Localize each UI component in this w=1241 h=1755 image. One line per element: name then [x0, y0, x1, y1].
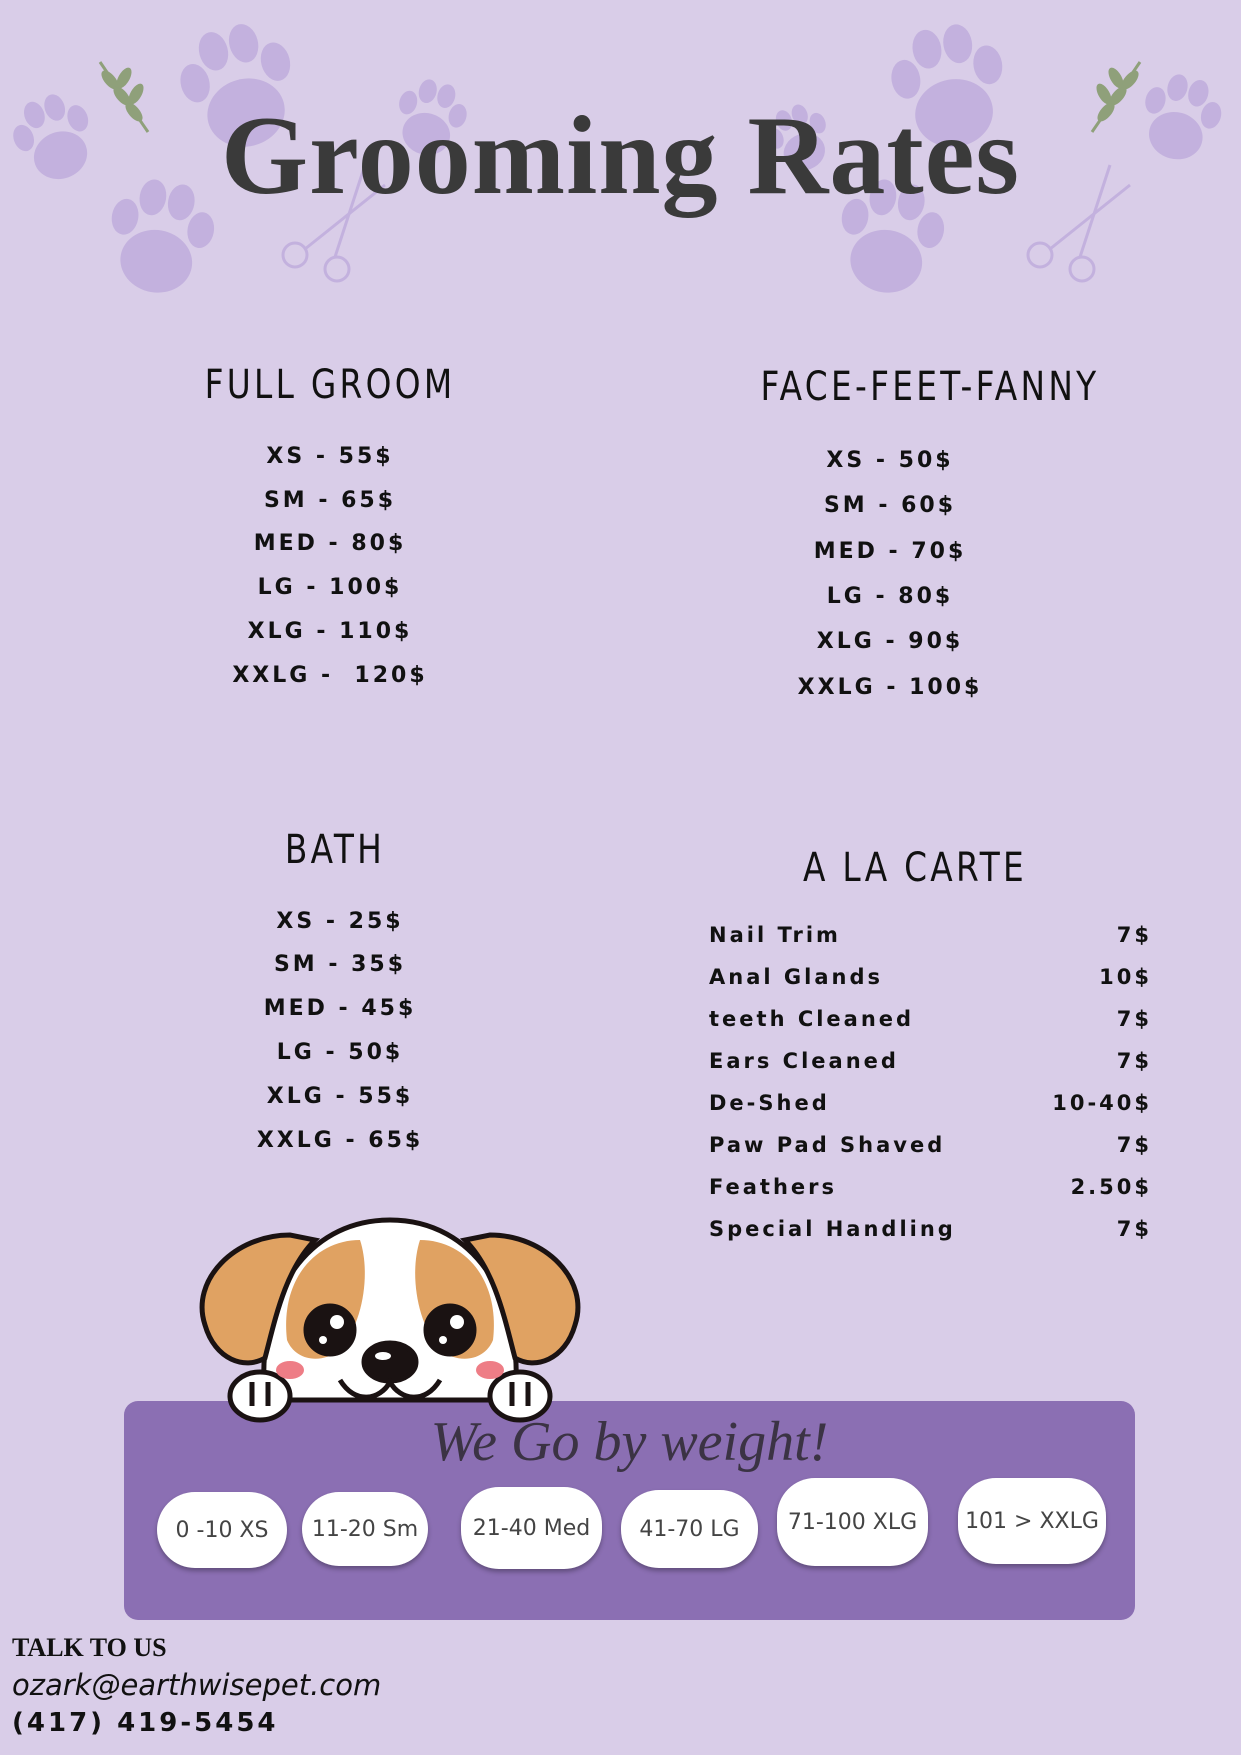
carte-item-price: 7$ [1116, 1049, 1152, 1073]
carte-item-name: teeth Cleaned [709, 1007, 915, 1031]
bath-rate: SM - 35$ [273, 952, 407, 977]
weight-size-pill: 11-20 Sm [302, 1492, 428, 1566]
face-feet-fanny-rate: XLG - 90$ [816, 629, 964, 654]
carte-item-price: 2.50$ [1070, 1175, 1152, 1199]
carte-item-price: 7$ [1116, 1007, 1152, 1031]
carte-row [709, 965, 1152, 999]
weight-size-pill: 101 > XXLG [958, 1478, 1106, 1564]
face-feet-fanny-rate: XXLG - 100$ [797, 675, 983, 700]
bath-rate: LG - 50$ [276, 1040, 404, 1065]
face-feet-fanny-rate: LG - 80$ [826, 584, 954, 609]
carte-item-name: Special Handling [709, 1217, 956, 1241]
face-feet-fanny-heading: FACE-FEET-FANNY [760, 364, 1100, 410]
carte-row [709, 1175, 1152, 1209]
carte-row [709, 923, 1152, 957]
carte-item-name: Ears Cleaned [709, 1049, 899, 1073]
carte-item-price: 7$ [1116, 923, 1152, 947]
a-la-carte-heading: A LA CARTE [802, 845, 1028, 891]
weight-title: We Go by weight! [430, 1411, 829, 1473]
bath-heading: BATH [284, 827, 386, 873]
carte-row [709, 1049, 1152, 1083]
full-groom-rate: XLG - 110$ [247, 619, 413, 644]
carte-item-name: Paw Pad Shaved [709, 1133, 946, 1157]
contact-heading: TALK TO US [12, 1633, 167, 1662]
weight-size-pill: 71-100 XLG [777, 1478, 928, 1566]
full-groom-rate: SM - 65$ [263, 488, 397, 513]
face-feet-fanny-rate: MED - 70$ [813, 539, 967, 564]
contact-phone[interactable]: (417) 419-5454 [12, 1708, 279, 1738]
bath-rate: MED - 45$ [263, 996, 417, 1021]
carte-row [709, 1007, 1152, 1041]
face-feet-fanny-rate: SM - 60$ [823, 493, 957, 518]
bath-rate: XLG - 55$ [266, 1084, 414, 1109]
full-groom-rate: LG - 100$ [257, 575, 403, 600]
carte-item-name: Anal Glands [709, 965, 883, 989]
carte-item-price: 7$ [1116, 1217, 1152, 1241]
carte-item-price: 10$ [1099, 965, 1152, 989]
carte-item-name: De-Shed [709, 1091, 830, 1115]
weight-size-pill: 41-70 LG [621, 1490, 758, 1568]
puppy-illustration [195, 1210, 590, 1430]
carte-item-name: Feathers [709, 1175, 837, 1199]
carte-item-name: Nail Trim [709, 923, 841, 947]
carte-row [709, 1217, 1152, 1251]
bath-rate: XXLG - 65$ [256, 1128, 424, 1153]
full-groom-rate: XXLG - 120$ [232, 663, 428, 688]
face-feet-fanny-rate: XS - 50$ [826, 448, 954, 473]
carte-row [709, 1091, 1152, 1125]
contact-email[interactable]: ozark@earthwisepet.com [12, 1668, 382, 1702]
full-groom-rate: XS - 55$ [266, 444, 394, 469]
weight-size-pill: 0 -10 XS [157, 1492, 287, 1568]
page-title: Grooming Rates [221, 94, 1020, 218]
weight-size-pill: 21-40 Med [461, 1487, 602, 1569]
full-groom-rate: MED - 80$ [253, 531, 407, 556]
carte-item-price: 7$ [1116, 1133, 1152, 1157]
carte-item-price: 10-40$ [1052, 1091, 1152, 1115]
full-groom-heading: FULL GROOM [204, 362, 456, 408]
carte-row [709, 1133, 1152, 1167]
bath-rate: XS - 25$ [276, 909, 404, 934]
